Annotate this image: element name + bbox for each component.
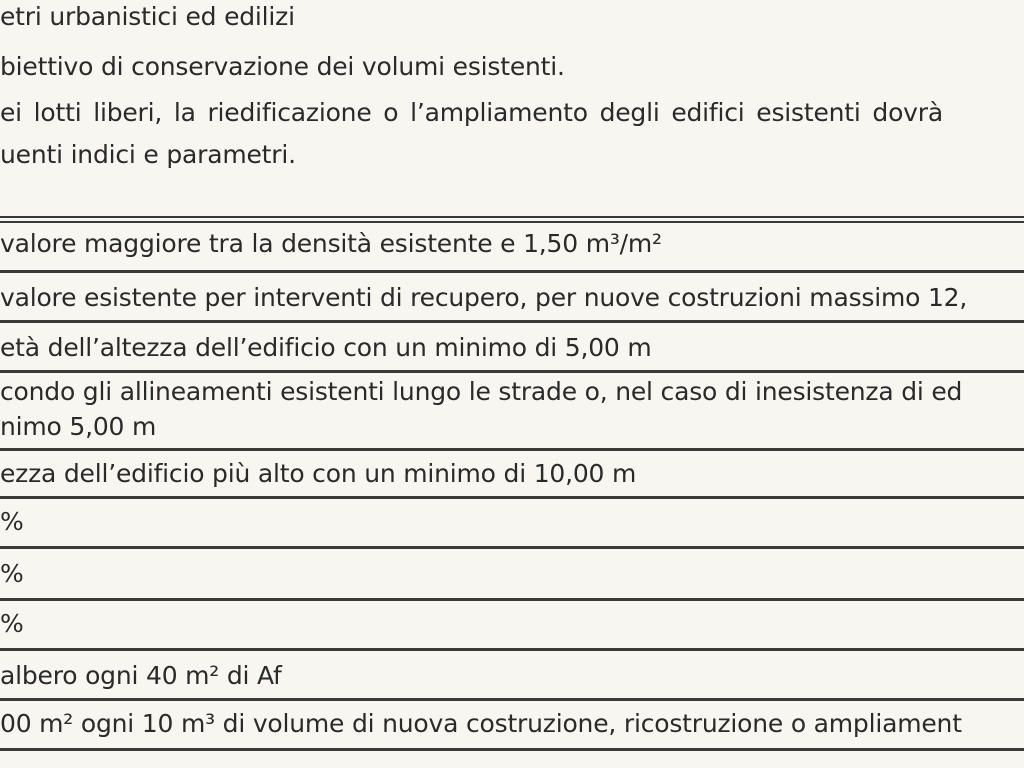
table-divider bbox=[0, 270, 1024, 273]
table-row-percent-2: % bbox=[0, 559, 24, 588]
table-row-percent-3: % bbox=[0, 609, 24, 638]
table-divider bbox=[0, 546, 1024, 549]
table-row-parking: 00 m² ogni 10 m³ di volume di nuova costruzione, ricostruzione o ampliament bbox=[0, 709, 962, 738]
table-border-bottom bbox=[0, 748, 1024, 751]
table-row-street-alignment-cont: nimo 5,00 m bbox=[0, 412, 157, 441]
objective-text: biettivo di conservazione dei volumi esistenti. bbox=[0, 52, 565, 81]
table-row-percent-1: % bbox=[0, 507, 24, 536]
section-heading: etri urbanistici ed edilizi bbox=[0, 2, 295, 31]
table-divider bbox=[0, 648, 1024, 651]
table-border-top bbox=[0, 216, 1024, 218]
table-divider bbox=[0, 698, 1024, 701]
table-divider bbox=[0, 370, 1024, 373]
table-divider bbox=[0, 598, 1024, 601]
table-divider bbox=[0, 320, 1024, 323]
description-line-1: ei lotti liberi, la riedificazione o l’ampliamento degli edifici esistenti dovrà bbox=[0, 98, 943, 127]
description-line-2: uenti indici e parametri. bbox=[0, 140, 296, 169]
table-row-boundary-distance: età dell’altezza dell’edificio con un minimo di 5,00 m bbox=[0, 333, 652, 362]
table-row-street-alignment: condo gli allineamenti esistenti lungo le strade o, nel caso di inesistenza di ed bbox=[0, 377, 963, 406]
table-divider bbox=[0, 496, 1024, 499]
table-row-building-distance: ezza dell’edificio più alto con un minimo di 10,00 m bbox=[0, 459, 637, 488]
table-row-density: valore maggiore tra la densità esistente e 1,50 m³/m² bbox=[0, 229, 662, 258]
table-row-trees: albero ogni 40 m² di Af bbox=[0, 661, 282, 690]
table-row-height: valore esistente per interventi di recupero, per nuove costruzioni massimo 12, bbox=[0, 283, 968, 312]
table-divider bbox=[0, 448, 1024, 451]
